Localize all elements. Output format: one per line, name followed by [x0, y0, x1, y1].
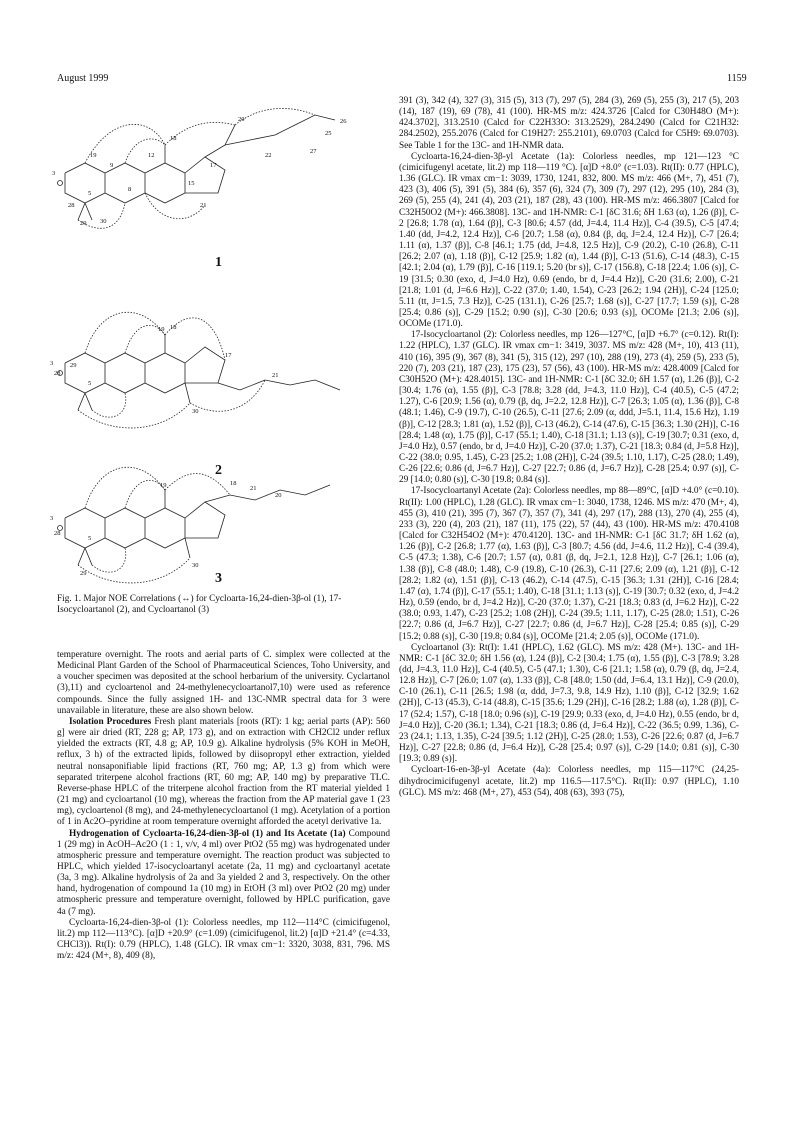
- svg-text:28: 28: [68, 202, 75, 209]
- structure-3-skeleton: [58, 485, 331, 565]
- svg-text:30: 30: [100, 218, 107, 225]
- svg-text:3: 3: [50, 360, 54, 367]
- compound-2-label: 2: [215, 463, 222, 478]
- svg-text:19: 19: [158, 326, 165, 333]
- svg-text:18: 18: [170, 324, 177, 331]
- svg-text:5: 5: [88, 380, 92, 387]
- structure-drawings: [40, 95, 380, 593]
- svg-text:5: 5: [88, 190, 92, 197]
- svg-text:27: 27: [310, 148, 317, 155]
- svg-text:17: 17: [210, 162, 217, 169]
- svg-text:21: 21: [200, 202, 207, 209]
- compound-3-label: 3: [215, 571, 222, 586]
- svg-text:25: 25: [325, 130, 332, 137]
- svg-text:3: 3: [52, 170, 56, 177]
- paragraph-collection: temperature overnight. The roots and aerial parts of C. simplex were collected at the Medicinal Plant Garden of the School of Pharmaceutical Sciences, Toho University, and a voucher specimen was deposited at the school herbarium of the university. Cyclartanol (3),11) and cycloartenol and 24-methylenecycloartanol7,10) were used as reference compounds. Since the fully assigned 1H- and 13C-NMR spectral data for 3 were unavailable in literature, these are also shown below.: [57, 650, 390, 716]
- structure-2-skeleton: [58, 335, 341, 410]
- svg-text:29: 29: [80, 220, 87, 227]
- page-number: 1159: [727, 73, 747, 84]
- svg-text:18: 18: [230, 480, 237, 487]
- paragraph-compound-1-ms: 391 (3), 342 (4), 327 (3), 315 (5), 313 (7), 297 (5), 284 (3), 269 (5), 255 (3), 217 (5), 203 (14), 187 (19), 69 (78), 41 (100). HR-MS m/z: 424.3726 [Calcd for C30H48O (M+): 424.3702], 313.2510 (Calcd for C22H33O: 313.2529), 284.2490 (Calcd for C21H32: 284.2502), 255.2076 (Calcd for C19H27: 255.2101), 69.0703 (Calcd for C5H9: 69.0703). See Table 1 for the 13C- and 1H-NMR data.: [399, 96, 739, 151]
- paragraph-compound-2a: 17-Isocycloartanyl Acetate (2a): Colorless needles, mp 88—89°C, [α]D +4.0° (c=0.10). Rt(II): 1.00 (HPLC), 1.28 (GLC). IR νmax cm−1: 3040, 1738, 1246. MS m/z: 470 (M+, 4), 455 (3), 410 (21), 395 (7), 367 (7), 357 (7), 341 (4), 297 (17), 288 (13), 270 (4), 255 (4), 233 (3), 220 (4), 203 (21), 187 (11), 175 (22), 57 (44), 43 (100). HR-MS m/z: 470.4108 [Calcd for C32H54O2 (M+): 470.4120]. 13C- and 1H-NMR: C-1 [δC 31.7; δH 1.62 (α), 1.26 (β)], C-2 [26.8; 1.77 (α), 1.63 (β)], C-3 [80.7; 4.56 (dd, J=4.6, 11.2 Hz)], C-4 (39.4), C-5 (47.3; 1.38), C-6 [20.7; 1.57 (α), 0.81 (β, dq, J=2.1, 12.8 Hz)], C-7 [26.1; 1.06 (α), 1.38 (β)], C-8 (48.0; 1.48), C-9 (19.8), C-10 (26.3), C-11 [27.6; 2.09 (α), 1.21 (β)], C-12 [28.2; 1.82 (α), 1.51 (β)], C-13 (46.2), C-14 (47.5), C-15 [36.3; 1.31 (2H)], C-16 [28.4; 1.47 (α), 1.74 (β)], C-17 (55.1; 1.40), C-18 [31.1; 1.13 (s)], C-19 [30.7; 0.32 (exo, d, J=4.2 Hz), 0.59 (endo, br d, J=4.2 Hz)], C-20 (37.0; 1.37), C-21 [18.3; 0.83 (d, J=6.2 Hz)], C-22 (38.0; 0.93, 1.47), C-23 [25.2; 1.08 (2H)], C-24 (39.5; 1.11, 1.17), C-25 (28.0; 1.51), C-26 [22.7; 0.86 (d, J=6.7 Hz)], C-27 [22.7; 0.86 (d, J=6.7 Hz)], C-28 [25.4; 0.85 (s)], C-29 [15.2; 0.88 (s)], C-30 [19.8; 0.84 (s)], OCOMe [21.4; 2.05 (s)], OCOMe (171.0).: [399, 486, 739, 642]
- svg-text:19: 19: [90, 152, 97, 159]
- paragraph-hydrogenation: [57, 829, 390, 918]
- svg-text:21: 21: [272, 372, 279, 379]
- svg-text:26: 26: [340, 118, 347, 125]
- svg-text:28: 28: [54, 370, 61, 377]
- noe-structure-figure: [40, 95, 380, 593]
- heading-isolation: Isolation Procedures: [69, 716, 152, 727]
- figure-caption: Fig. 1. Major NOE Correlations (↔) for Cycloarta-16,24-dien-3β-ol (1), 17-Isocycloartanol (2), and Cycloartanol (3): [57, 594, 342, 616]
- svg-text:29: 29: [80, 570, 87, 577]
- hydrogenation-text: Compound 1 (29 mg) in AcOH–Ac2O (1 : 1, v/v, 4 ml) over PtO2 (55 mg) was hydrogenated under atmospheric pressure and temperature overnight. The reaction product was subjected to HPLC, which yielded 17-isocycloartanyl acetate (2a, 11 mg) and cycloartanyl acetate (3a, 3 mg). Alkaline hydrolysis of 2a and 3a yielded 2 and 3, respectively. On the other hand, hydrogenation of compound 1a (10 mg) in EtOH (3 ml) over PtO2 (20 mg) under atmospheric pressure and temperature overnight, followed by HPLC purification, gave 4a (7 mg).: [57, 828, 390, 917]
- right-column: [399, 96, 739, 799]
- compound-1-label: 1: [215, 255, 222, 270]
- svg-text:20: 20: [275, 492, 282, 499]
- svg-text:21: 21: [250, 485, 257, 492]
- svg-text:28: 28: [54, 530, 61, 537]
- paragraph-compound-1a: Cycloarta-16,24-dien-3β-yl Acetate (1a): Colorless needles, mp 121—123 °C (cimicifugenyl acetate, lit.2) mp 118—119 °C). [α]D +8.0° (c=1.03). Rt(II): 0.77 (HPLC), 1.36 (GLC). IR νmax cm−1: 3039, 1730, 1241, 832, 800. MS m/z: 466 (M+, 7), 451 (7), 423 (3), 406 (5), 391 (5), 384 (6), 357 (6), 324 (7), 309 (7), 297 (12), 295 (10), 284 (3), 269 (5), 255 (4), 241 (4), 203 (21), 187 (28), 43 (100). HR-MS m/z: 466.3807 [Calcd for C32H50O2 (M+): 466.3808]. 13C- and 1H-NMR: C-1 [δC 31.6; δH 1.63 (α), 1.26 (β)], C-2 [26.8; 1.78 (α), 1.64 (β)], C-3 [80.6; 4.57 (dd, J=4.4, 11.4 Hz)], C-4 (39.5), C-5 [47.4; 1.40 (dd, J=4.2, 12.4 Hz)], C-6 [20.7; 1.58 (α), 0.84 (β, dq, J=2.4, 12.4 Hz)], C-7 [26.4; 1.11 (α), 1.37 (β)], C-8 [46.1; 1.75 (dd, J=4.8, 12.5 Hz)], C-9 (20.2), C-10 (26.8), C-11 [26.2; 2.07 (α), 1.18 (β)], C-12 [25.9; 1.82 (α), 1.44 (β)], C-13 (51.6), C-14 (48.3), C-15 [42.1; 2.04 (α), 1.79 (β)], C-16 [119.1; 5.20 (br s)], C-17 (156.8), C-18 [22.4; 1.06 (s)], C-19 [31.5; 0.30 (exo, d, J=4.0 Hz), 0.69 (endo, br d, J=4.4 Hz)], C-20 (31.6; 2.00), C-21 [21.8; 1.01 (d, J=6.6 Hz)], C-22 (37.0; 1.40, 1.54), C-23 [26.2; 1.94 (2H)], C-24 [125.0; 5.11 (tt, J=1.5, 7.3 Hz)], C-25 (131.1), C-26 [25.7; 1.68 (s)], C-27 [17.7; 1.59 (s)], C-28 [25.4; 0.86 (s)], C-29 [15.2; 0.90 (s)], C-30 [20.6; 0.93 (s)], OCOMe [21.3; 2.06 (s)], OCOMe (171.0).: [399, 151, 739, 330]
- svg-text:8: 8: [128, 186, 132, 193]
- isolation-text: Fresh plant materials [roots (RT): 1 kg; aerial parts (AP): 560 g] were air dried (RT, 228 g; AP, 173 g), and on extraction with CH2Cl2 under reflux yielded the extracts (RT, 4.8 g; AP, 10.9 g). Alkaline hydrolysis (5% KOH in MeOH, reflux, 3 h) of the extracted lipids, followed by diisopropyl ether extraction, yielded neutral nonsaponifiable lipid fractions (RT, 760 mg; AP, 1.3 g) from which were separated triterpene alcohol fractions (RT, 60 mg; AP, 140 mg) by preparative TLC. Reverse-phase HPLC of the triterpene alcohol fraction from the RT material yielded 1 (21 mg) and cycloartanol (10 mg), whereas the fraction from the AP material gave 1 (23 mg), cycloartenol (8 mg), and 24-methylenecycloartanol (1 mg). Acetylation of a portion of 1 in Ac2O–pyridine at room temperature overnight afforded the acetyl derivative 1a.: [57, 716, 390, 828]
- svg-text:30: 30: [192, 408, 199, 415]
- svg-text:29: 29: [70, 362, 77, 369]
- paragraph-compound-2: 17-Isocycloartanol (2): Colorless needles, mp 126—127°C, [α]D +6.7° (c=0.12). Rt(I): 1.22 (HPLC), 1.37 (GLC). IR νmax cm−1: 3419, 3037. MS m/z: 428 (M+, 10), 413 (11), 410 (16), 395 (9), 367 (8), 341 (5), 315 (12), 297 (10), 288 (19), 273 (4), 259 (5), 233 (5), 220 (7), 203 (21), 187 (23), 175 (23), 57 (56), 43 (100). HR-MS m/z: 428.4009 [Calcd for C30H52O (M+): 428.4015]. 13C- and 1H-NMR: C-1 [δC 32.0; δH 1.57 (α), 1.26 (β)], C-2 [30.4; 1.76 (α), 1.55 (β)], C-3 [78.8; 3.28 (dd, J=4.3, 11.0 Hz)], C-4 (40.5), C-5 (47.2; 1.27), C-6 [20.9; 1.56 (α), 0.79 (β, dq, J=2.2, 12.8 Hz)], C-7 [26.3; 1.05 (α), 1.36 (β)], C-8 (48.1; 1.46), C-9 (19.7), C-10 (26.5), C-11 [27.6; 2.09 (α, ddd, J=5.1, 11.4, 15.6 Hz), 1.19 (β)], C-12 [28.3; 1.81 (α), 1.52 (β)], C-13 (46.2), C-14 (47.6), C-15 [36.3; 1.30 (2H)], C-16 [28.4; 1.48 (α), 1.75 (β)], C-17 (55.1; 1.40), C-18 [31.1; 1.13 (s)], C-19 [30.7; 0.31 (exo, d, J=4.0 Hz), 0.57 (endo, br d, J=4.0 Hz)], C-20 (37.0; 1.37), C-21 [18.3; 0.84 (d, J=5.8 Hz)], C-22 (38.0; 0.95, 1.45), C-23 [25.2; 1.08 (2H)], C-24 (39.5; 1.10, 1.17), C-25 (28.0; 1.49), C-26 [22.6; 0.86 (d, J=6.7 Hz)], C-27 [22.7; 0.86 (d, J=6.7 Hz)], C-28 [25.4; 0.97 (s)], C-29 [14.0; 0.80 (s)], C-30 [19.8; 0.84 (s)].: [399, 330, 739, 486]
- paragraph-compound-3: Cycloartanol (3): Rt(I): 1.41 (HPLC), 1.62 (GLC). MS m/z: 428 (M+). 13C- and 1H-NMR: C-1 [δC 32.0; δH 1.56 (α), 1.24 (β)], C-2 [30.4; 1.75 (α), 1.55 (β)], C-3 [78.9; 3.28 (dd, J=4.3, 11.0 Hz)], C-4 (40.5), C-5 (47.1; 1.30), C-6 [21.1; 1.58 (α), 0.79 (β, dq, J=2.4, 12.8 Hz)], C-7 [26.0; 1.07 (α), 1.33 (β)], C-8 [48.0; 1.50 (dd, J=6.4, 13.1 Hz)], C-9 (20.0), C-10 (26.1), C-11 [26.5; 1.98 (α, ddd, J=7.3, 9.8, 14.9 Hz), 1.10 (β)], C-12 [32.9; 1.62 (2H)], C-13 (45.3), C-14 (48.8), C-15 [35.6; 1.29 (2H)], C-16 [28.2; 1.88 (α), 1.28 (β)], C-17 (52.4; 1.57), C-18 [18.0; 0.96 (s)], C-19 [29.9; 0.33 (exo, d, J=4.0 Hz), 0.55 (endo, br d, J=4.0 Hz)], C-20 (36.1; 1.34), C-21 [18.3; 0.86 (d, J=6.4 Hz)], C-22 (36.5; 0.99, 1.36), C-23 (24.1; 1.13, 1.35), C-24 [39.5; 1.12 (2H)], C-25 (28.0; 1.53), C-26 [22.6; 0.87 (d, J=6.7 Hz)], C-27 [22.8; 0.86 (d, J=6.4 Hz)], C-28 [25.4; 0.97 (s)], C-29 [14.0; 0.81 (s)], C-30 [19.3; 0.89 (s)].: [399, 642, 739, 765]
- heading-hydrogenation: Hydrogenation of Cycloarta-16,24-dien-3β-ol (1) and Its Acetate (1a): [69, 828, 346, 839]
- svg-text:3: 3: [50, 515, 54, 522]
- svg-text:19: 19: [160, 482, 167, 489]
- svg-text:30: 30: [192, 562, 199, 569]
- svg-text:18: 18: [170, 135, 177, 142]
- svg-text:9: 9: [110, 162, 114, 169]
- svg-text:5: 5: [88, 535, 92, 542]
- running-header-date: August 1999: [57, 73, 109, 84]
- svg-text:17: 17: [225, 352, 232, 359]
- svg-text:12: 12: [148, 152, 155, 159]
- svg-text:22: 22: [265, 152, 272, 159]
- structure-3-noe-arcs: [78, 467, 230, 583]
- left-column: [57, 650, 390, 962]
- structure-1-skeleton: [58, 115, 336, 220]
- paragraph-compound-4a: Cycloart-16-en-3β-yl Acetate (4a): Colorless needles, mp 115—117°C (24,25-dihydrocimicifugenyl acetate, lit.2) mp 116.5—117.5°C). Rt(II): 0.97 (HPLC), 1.10 (GLC). MS m/z: 468 (M+, 27), 453 (54), 408 (63), 393 (75),: [399, 765, 739, 798]
- paragraph-compound-1: Cycloarta-16,24-dien-3β-ol (1): Colorless needles, mp 112—114°C (cimicifugenol, lit.2) mp 112—113°C). [α]D +20.9° (c=1.09) (cimicifugenol, lit.2) [α]D +21.4° (c=4.33, CHCl3)). Rt(I): 0.79 (HPLC), 1.48 (GLC). IR νmax cm−1: 3320, 3038, 831, 796. MS m/z: 424 (M+, 8), 409 (8),: [57, 917, 390, 962]
- svg-text:15: 15: [188, 180, 195, 187]
- paragraph-isolation: [57, 717, 390, 829]
- svg-text:20: 20: [238, 116, 245, 123]
